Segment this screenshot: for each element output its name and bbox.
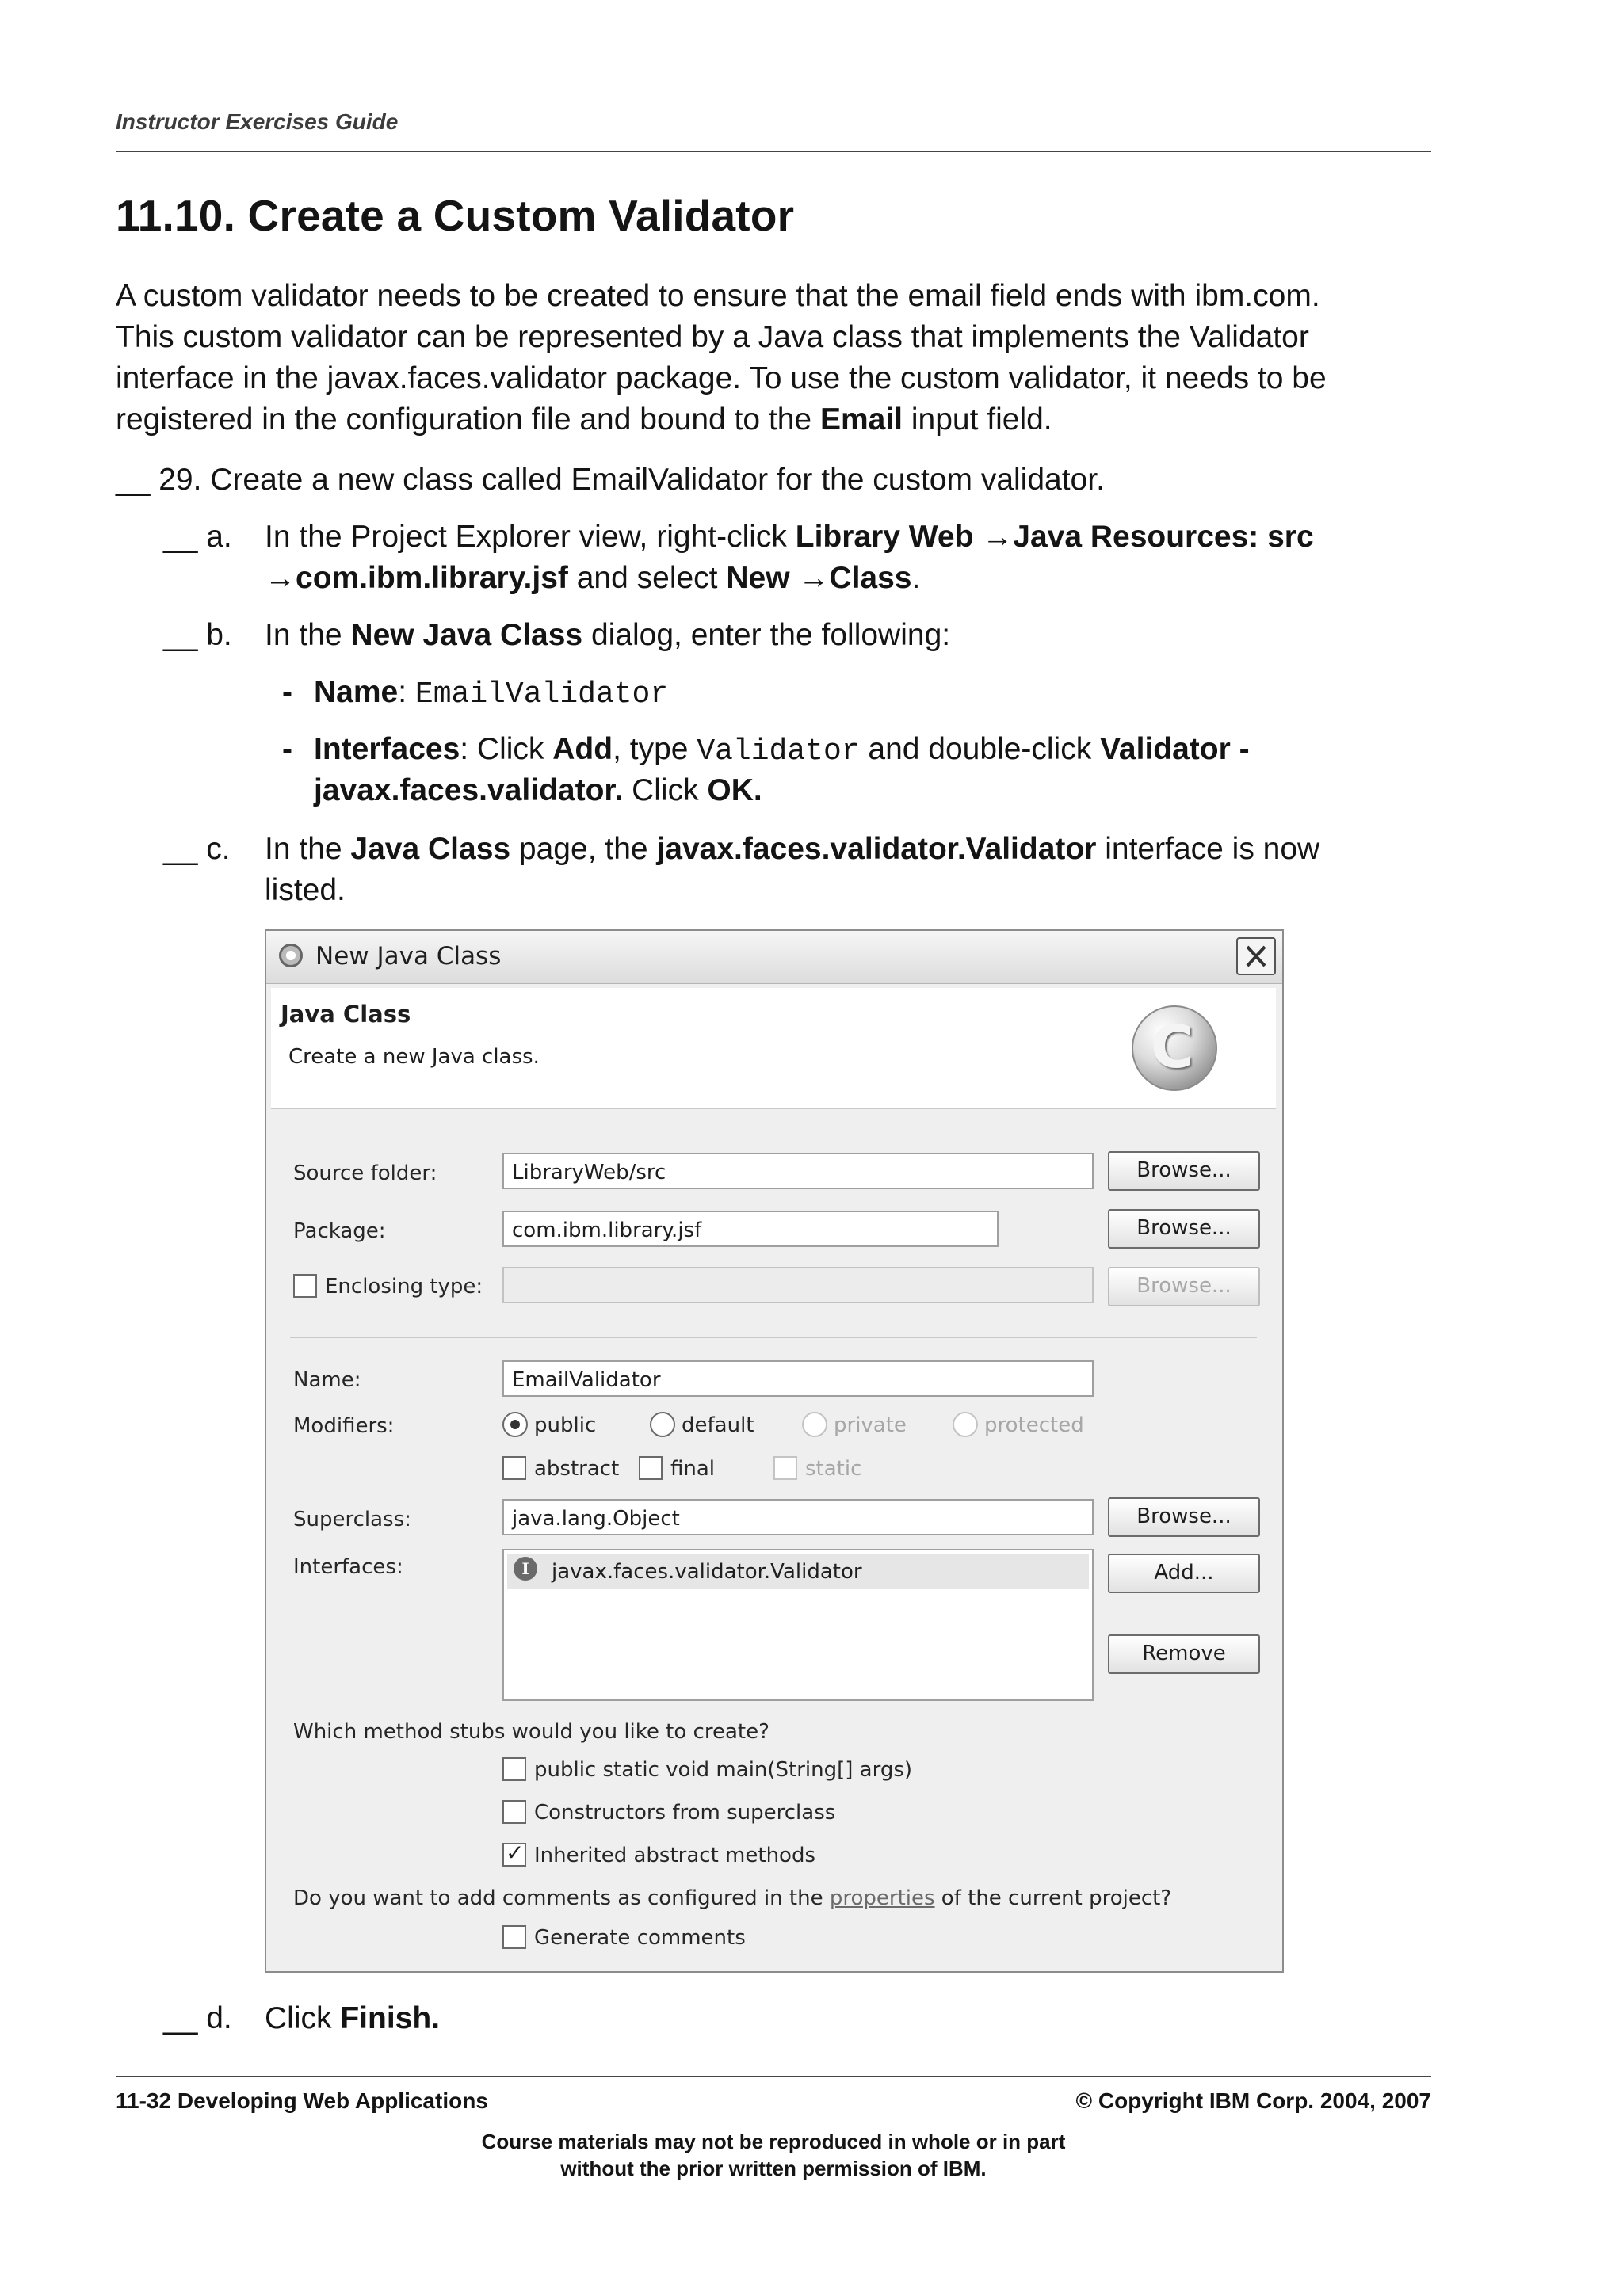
enclosing-type-label: Enclosing type: (325, 1275, 483, 1299)
step-marker: __ 29. (116, 463, 202, 497)
footer-page-label: 11-32 Developing Web Applications (116, 2088, 488, 2113)
header-rule (116, 151, 1431, 152)
footer-notice-1: Course materials may not be reproduced in whole or in part (481, 2130, 1066, 2153)
source-folder-input[interactable]: LibraryWeb/src (502, 1153, 1094, 1189)
intro-line-2: This custom validator can be represented by a Java class that implements the Validator (116, 320, 1309, 354)
browse-package-button[interactable]: Browse... (1108, 1209, 1260, 1249)
running-header: Instructor Exercises Guide (116, 109, 399, 134)
superclass-label: Superclass: (293, 1508, 411, 1531)
new-java-class-dialog (265, 929, 1284, 1973)
step-c-marker: __ c. (163, 832, 231, 866)
step-c-line-1: In the Java Class page, the javax.faces.validator.Validator interface is now (265, 832, 1320, 866)
arrow-icon: → (265, 561, 296, 595)
enclosing-type-checkbox[interactable] (293, 1274, 317, 1298)
step-a-line-2: →com.ibm.library.jsf and select New →Class. (265, 561, 921, 595)
footer-copyright: © Copyright IBM Corp. 2004, 2007 (1075, 2088, 1431, 2113)
banner-subtitle: Create a new Java class. (288, 1045, 540, 1069)
add-interface-button[interactable]: Add... (1108, 1554, 1260, 1593)
separator (290, 1337, 1257, 1338)
default-label: default (682, 1413, 754, 1437)
dialog-banner (271, 988, 1276, 1109)
bullet-name: Name: EmailValidator (314, 675, 669, 711)
step-text: Create a new class called EmailValidator for the custom validator. (210, 463, 1105, 497)
main-stub-checkbox[interactable] (502, 1757, 526, 1781)
public-label: public (534, 1413, 597, 1437)
step-d-text: Click Finish. (265, 2001, 441, 2035)
protected-label: protected (984, 1413, 1084, 1437)
step-d-marker: __ d. (163, 2001, 232, 2035)
private-radio[interactable] (802, 1412, 827, 1437)
name-label: Name: (293, 1368, 361, 1392)
browse-source-folder-button[interactable]: Browse... (1108, 1151, 1260, 1191)
abstract-checkbox[interactable] (502, 1456, 526, 1480)
superclass-input[interactable]: java.lang.Object (502, 1499, 1094, 1535)
bullet-interfaces-line-1: Interfaces: Click Add, type Validator and double-click Validator - (314, 732, 1250, 769)
step-b-text: In the New Java Class dialog, enter the following: (265, 618, 951, 652)
protected-radio[interactable] (953, 1412, 978, 1437)
arrow-icon: → (798, 561, 830, 595)
dialog-title: New Java Class (315, 942, 502, 971)
generate-comments-label: Generate comments (534, 1926, 746, 1950)
public-radio[interactable] (502, 1412, 528, 1437)
class-wizard-icon: C (1132, 1005, 1217, 1091)
interfaces-list[interactable] (502, 1549, 1094, 1701)
browse-superclass-button[interactable]: Browse... (1108, 1497, 1260, 1537)
source-folder-label: Source folder: (293, 1161, 437, 1185)
arrow-icon: → (982, 520, 1014, 554)
final-label: final (670, 1457, 716, 1481)
main-stub-label: public static void main(String[] args) (534, 1758, 913, 1782)
step-29 (116, 460, 1105, 501)
interface-icon: I (514, 1557, 537, 1581)
close-button[interactable] (1236, 937, 1276, 975)
final-checkbox[interactable] (639, 1456, 663, 1480)
intro-paragraph (116, 276, 1447, 441)
check-icon: ✓ (506, 1840, 525, 1866)
name-input[interactable]: EmailValidator (502, 1360, 1094, 1397)
stubs-question: Which method stubs would you like to create? (293, 1720, 769, 1744)
step-a-line-1: In the Project Explorer view, right-click Library Web →Java Resources: src (265, 520, 1314, 554)
modifiers-label: Modifiers: (293, 1414, 395, 1438)
default-radio[interactable] (650, 1412, 675, 1437)
bullet-interfaces-line-2: javax.faces.validator. Click OK. (314, 773, 762, 807)
footer-rule (116, 2076, 1431, 2077)
package-label: Package: (293, 1219, 386, 1243)
private-label: private (834, 1413, 907, 1437)
step-b-marker: __ b. (163, 618, 232, 652)
banner-heading: Java Class (281, 1001, 411, 1028)
browse-enclosing-type-button[interactable]: Browse... (1108, 1267, 1260, 1306)
intro-line-3: interface in the javax.faces.validator package. To use the custom validator, it needs to be (116, 361, 1327, 395)
interface-item-label: javax.faces.validator.Validator (552, 1560, 862, 1584)
static-label: static (805, 1457, 862, 1481)
constructors-checkbox[interactable] (502, 1800, 526, 1824)
static-checkbox[interactable] (773, 1456, 797, 1480)
window-icon (279, 944, 303, 967)
inherited-methods-label: Inherited abstract methods (534, 1844, 815, 1867)
close-icon (1238, 939, 1274, 974)
comments-question: Do you want to add comments as configured in the properties of the current project? (293, 1886, 1172, 1910)
inherited-methods-checkbox[interactable] (502, 1840, 526, 1867)
intro-line-4: registered in the configuration file and bound to the Email input field. (116, 402, 1052, 437)
abstract-label: abstract (534, 1457, 620, 1481)
section-title: 11.10. Create a Custom Validator (116, 191, 795, 240)
intro-line-1: A custom validator needs to be created to ensure that the email field ends with ibm.com. (116, 279, 1320, 313)
package-input[interactable]: com.ibm.library.jsf (502, 1211, 999, 1247)
bullet-dash: - (282, 675, 292, 709)
bullet-dash: - (282, 732, 292, 766)
step-a-marker: __ a. (163, 520, 232, 554)
interfaces-label: Interfaces: (293, 1555, 403, 1579)
step-c-line-2: listed. (265, 873, 346, 907)
enclosing-type-input[interactable] (502, 1267, 1094, 1303)
list-item[interactable] (507, 1554, 1089, 1589)
properties-link[interactable]: properties (829, 1886, 935, 1910)
footer-notice-2: without the prior written permission of IBM. (560, 2157, 987, 2180)
constructors-label: Constructors from superclass (534, 1801, 836, 1825)
dialog-titlebar (266, 931, 1282, 984)
remove-interface-button[interactable]: Remove (1108, 1634, 1260, 1674)
generate-comments-checkbox[interactable] (502, 1925, 526, 1949)
